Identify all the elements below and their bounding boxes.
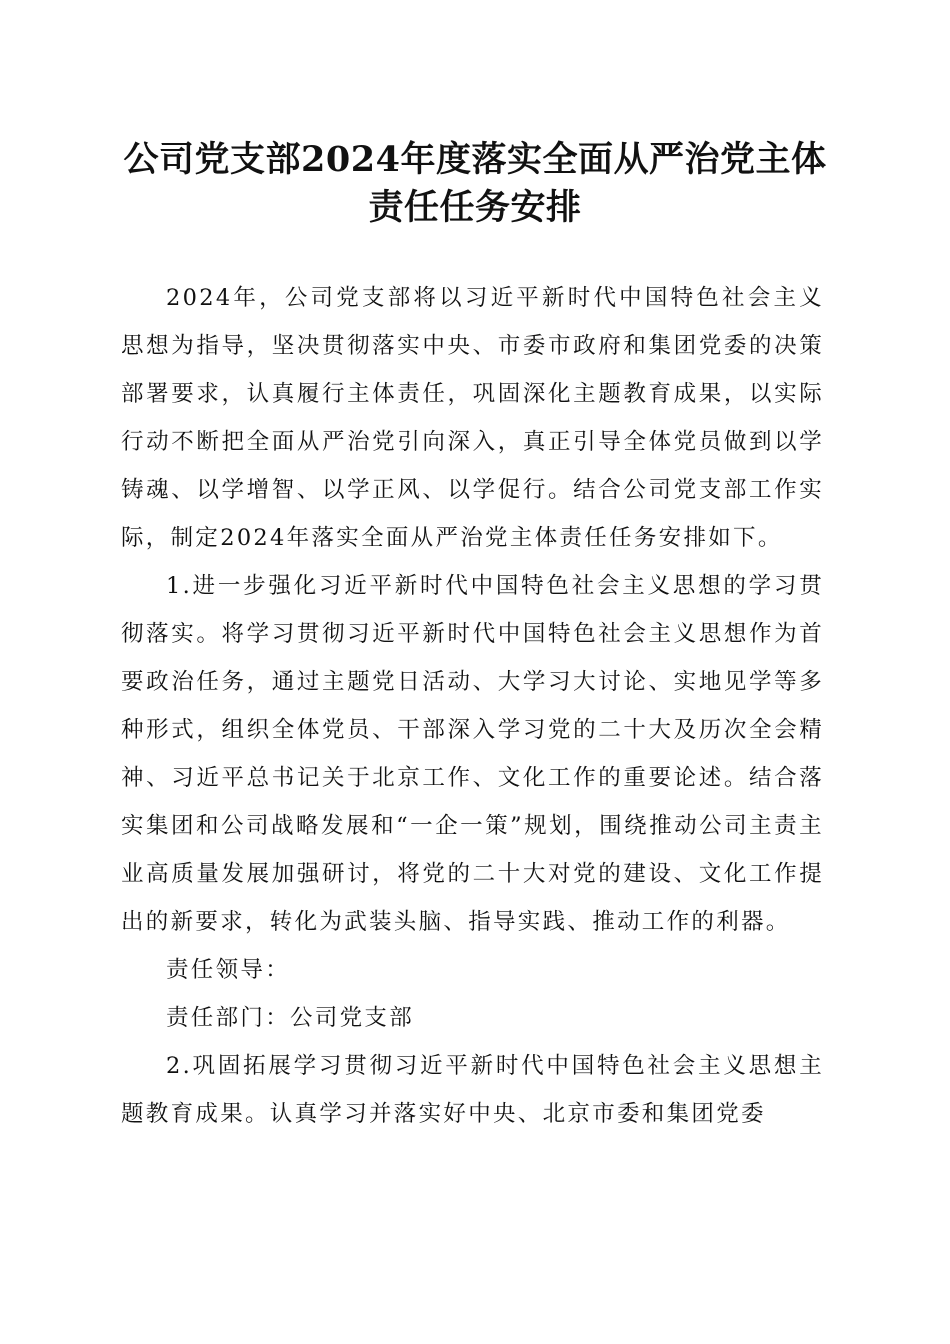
title-line-2: 责任任务安排 bbox=[368, 187, 582, 228]
document-body bbox=[121, 274, 824, 1138]
item-2-paragraph: 2.巩固拓展学习贯彻习近平新时代中国特色社会主义思想主题教育成果。认真学习并落实好中央、北京市委和集团党委 bbox=[121, 1053, 824, 1127]
intro-paragraph: 2024年，公司党支部将以习近平新时代中国特色社会主义思想为指导，坚决贯彻落实中央、市委市政府和集团党委的决策部署要求，认真履行主体责任，巩固深化主题教育成果，以实际行动不断把全面从严治党引向深入，真正引导全体党员做到以学铸魂、以学增智、以学正风、以学促行。结合公司党支部工作实际，制定2024年落实全面从严治党主体责任任务安排如下。 bbox=[121, 285, 824, 551]
title-line-1: 公司党支部2024年度落实全面从严治党主体 bbox=[123, 139, 827, 180]
item-1-paragraph: 1.进一步强化习近平新时代中国特色社会主义思想的学习贯彻落实。将学习贯彻习近平新时代中国特色社会主义思想作为首要政治任务，通过主题党日活动、大学习大讨论、实地见学等多种形式，组织全体党员、干部深入学习党的二十大及历次全会精神、习近平总书记关于北京工作、文化工作的重要论述。结合落实集团和公司战略发展和“一企一策”规划，围绕推动公司主责主业高质量发展加强研讨，将党的二十大对党的建设、文化工作提出的新要求，转化为武装头脑、指导实践、推动工作的利器。 bbox=[121, 573, 824, 935]
responsible-leader: 责任领导： bbox=[166, 957, 291, 983]
document-title bbox=[110, 136, 840, 232]
responsible-department: 责任部门：公司党支部 bbox=[166, 1005, 415, 1031]
